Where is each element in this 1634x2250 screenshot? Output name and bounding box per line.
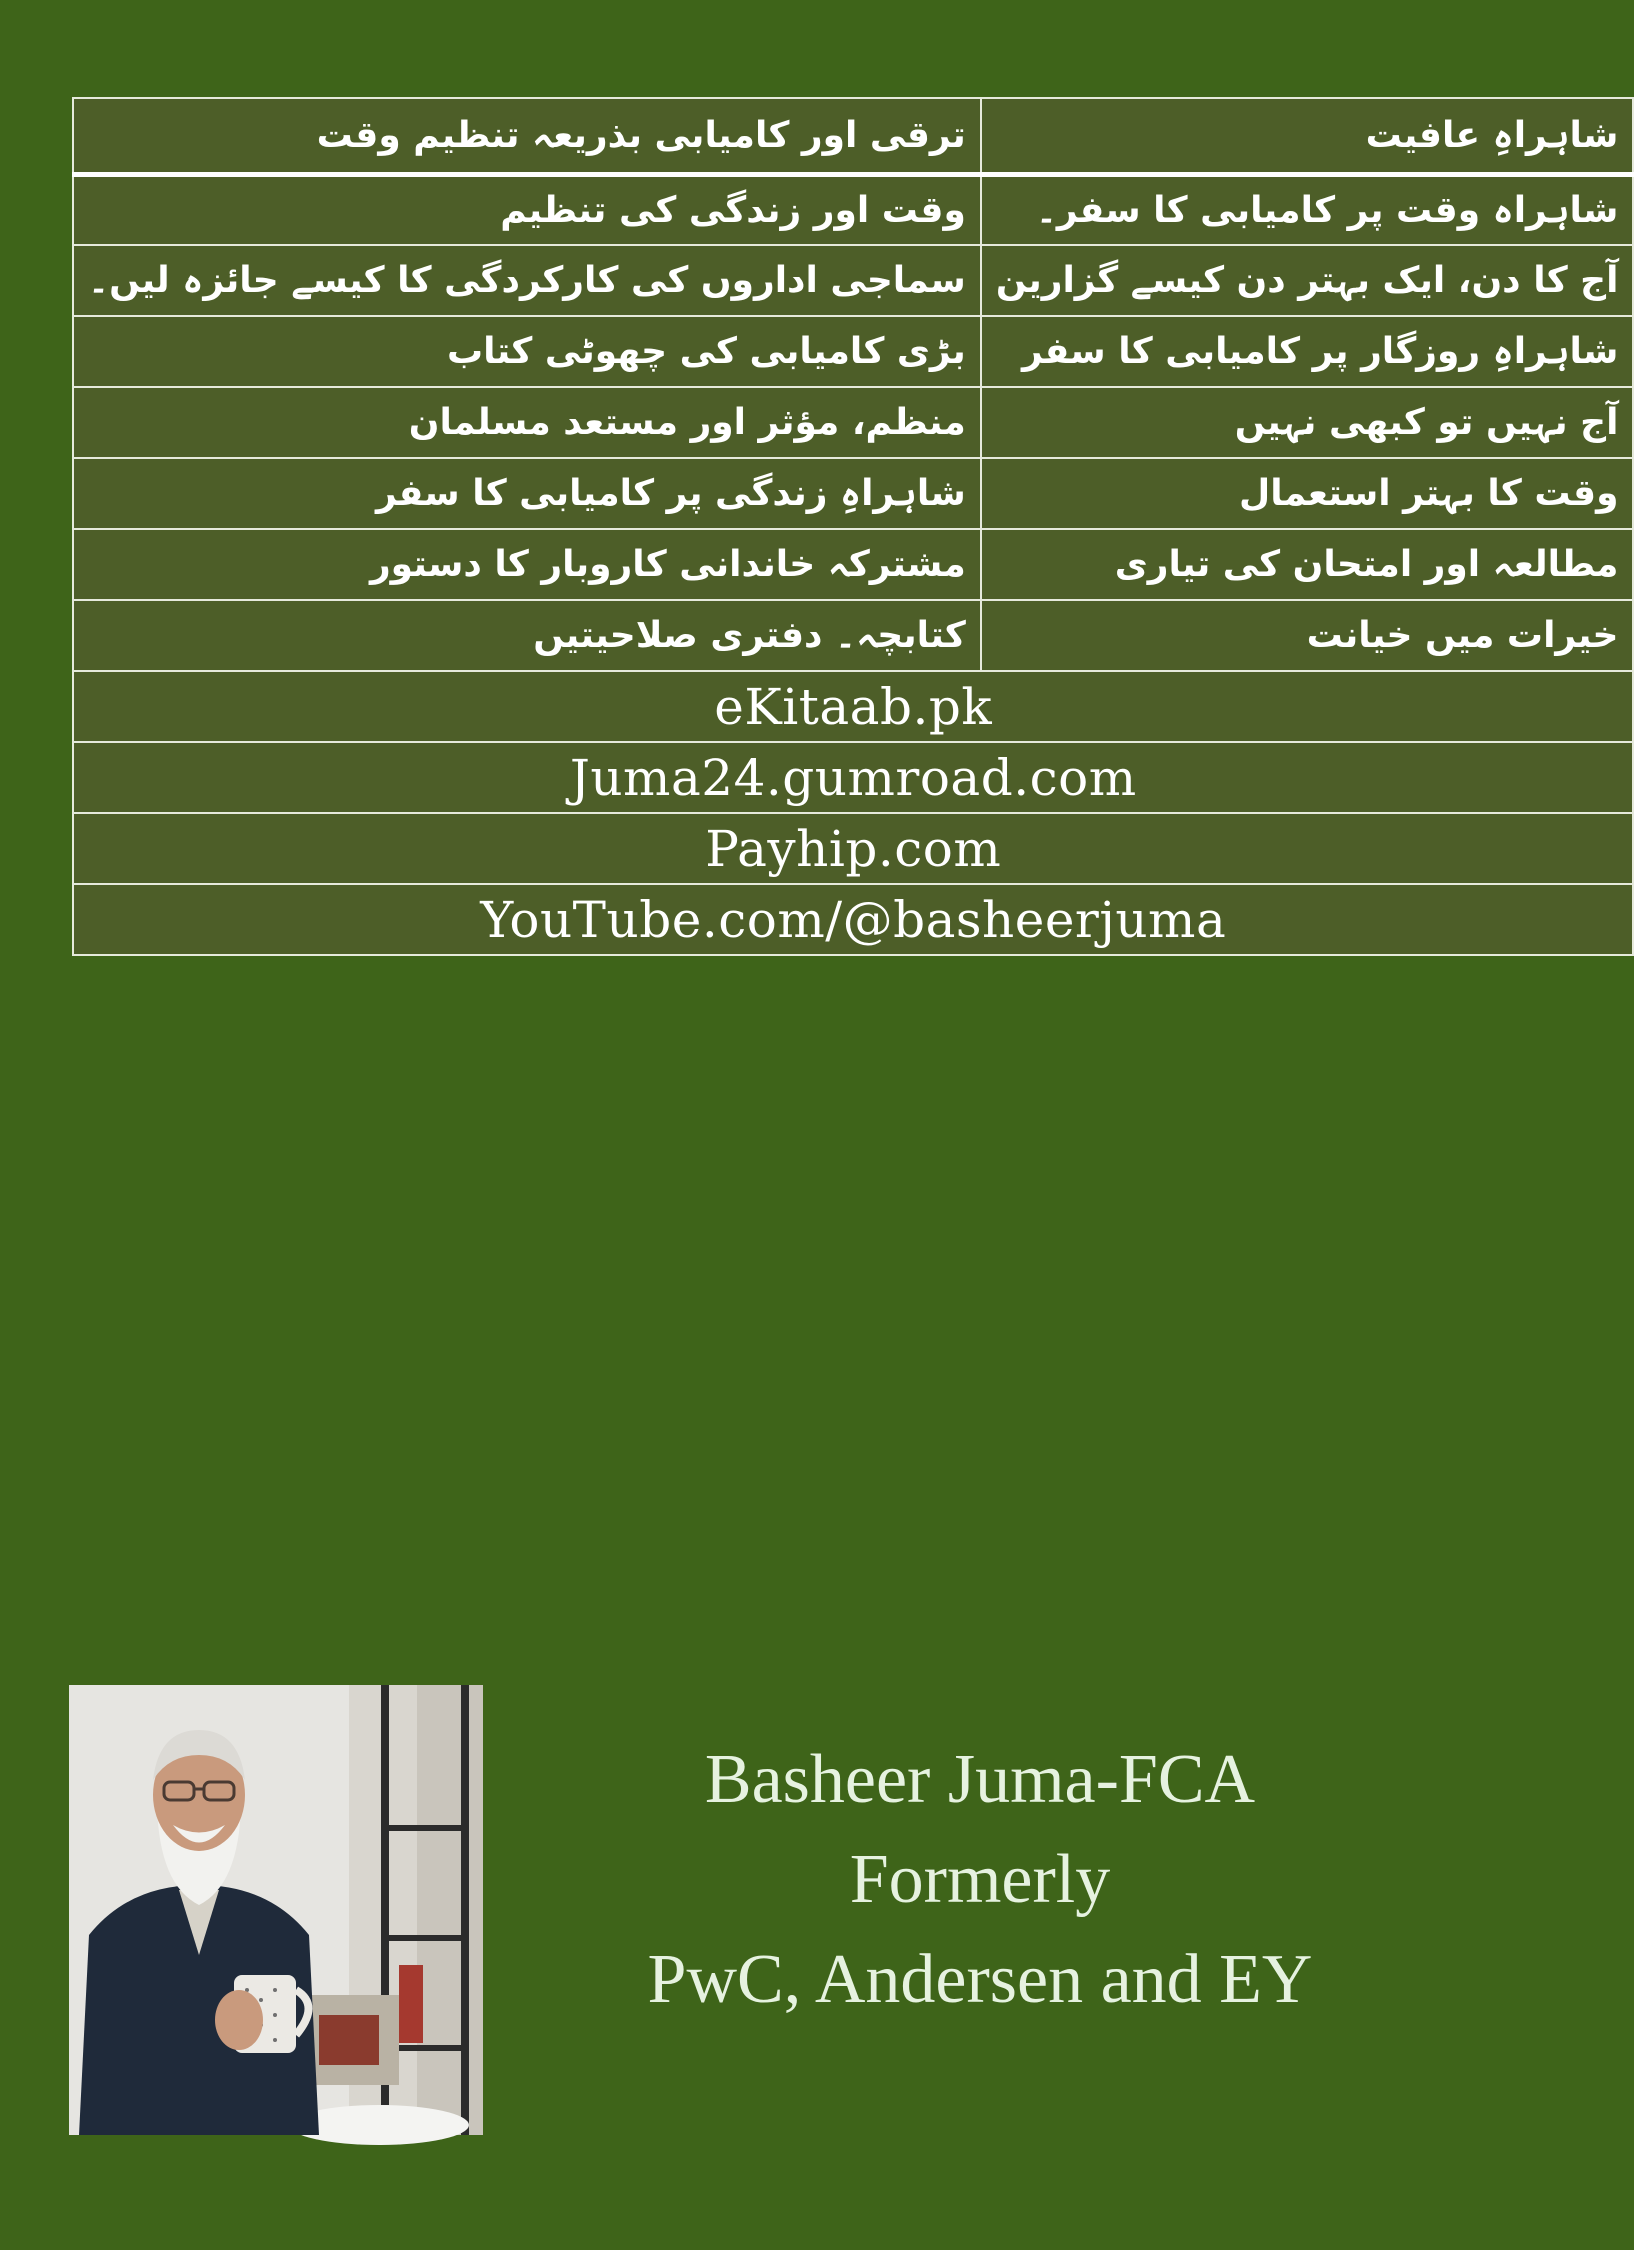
title-cell: آج کا دن، ایک بہتر دن کیسے گزارین: [981, 245, 1634, 316]
header-cell-left: ترقی اور کامیابی بذریعہ تنظیم وقت: [73, 98, 981, 174]
title-cell: وقت اور زندگی کی تنظیم: [73, 174, 981, 245]
table-row: [73, 316, 1633, 387]
table-row: [73, 387, 1633, 458]
book-titles-table: [72, 97, 1634, 956]
title-cell: خیرات میں خیانت: [981, 600, 1634, 671]
title-cell: وقت کا بہتر استعمال: [981, 458, 1634, 529]
title-cell: منظم، مؤثر اور مستعد مسلمان: [73, 387, 981, 458]
ekitaab-link[interactable]: eKitaab.pk: [73, 671, 1633, 742]
author-name: Basheer Juma-FCA: [704, 1741, 1256, 1818]
title-cell: آج نہیں تو کبھی نہیں: [981, 387, 1634, 458]
link-row: [73, 884, 1633, 955]
author-firms: PwC, Andersen and EY: [647, 1941, 1313, 2018]
author-formerly: Formerly: [849, 1841, 1111, 1918]
link-row: [73, 742, 1633, 813]
title-cell: بڑی کامیابی کی چھوٹی کتاب: [73, 316, 981, 387]
table-row: [73, 529, 1633, 600]
title-cell: شاہراہِ روزگار پر کامیابی کا سفر: [981, 316, 1634, 387]
table-row: [73, 600, 1633, 671]
title-cell: شاہراہ وقت پر کامیابی کا سفر۔: [981, 174, 1634, 245]
title-cell: مشترکہ خاندانی کاروبار کا دستور: [73, 529, 981, 600]
table-row: [73, 245, 1633, 316]
title-cell: مطالعہ اور امتحان کی تیاری: [981, 529, 1634, 600]
header-cell-right: شاہراہِ عافیت: [981, 98, 1634, 174]
title-cell: کتابچہ۔ دفتری صلاحیتیں: [73, 600, 981, 671]
title-cell: شاہراہِ زندگی پر کامیابی کا سفر: [73, 458, 981, 529]
link-row: [73, 813, 1633, 884]
youtube-link[interactable]: YouTube.com/@basheerjuma: [73, 884, 1633, 955]
payhip-link[interactable]: Payhip.com: [73, 813, 1633, 884]
author-caption: [560, 1730, 1400, 2030]
author-photo: [69, 1685, 483, 2135]
table-row: [73, 174, 1633, 245]
link-row: [73, 671, 1633, 742]
title-cell: سماجی اداروں کی کارکردگی کا کیسے جائزہ لیں۔: [73, 245, 981, 316]
gumroad-link[interactable]: Juma24.gumroad.com: [73, 742, 1633, 813]
table-header-row: [73, 98, 1633, 174]
table-row: [73, 458, 1633, 529]
